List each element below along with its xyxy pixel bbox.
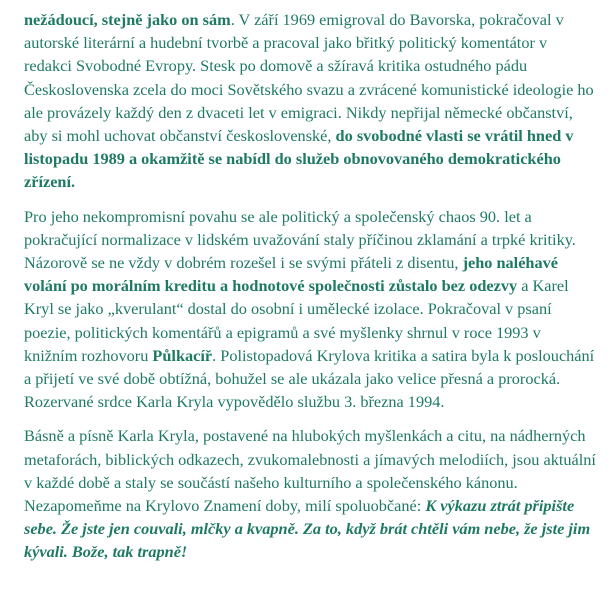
bold-phrase: do svobodné vlasti se vrátil hned v listopadu 1989 a okamžitě se nabídl do služeb obnovovaného demokratického zřízení.: [24, 126, 574, 192]
quote-lyrics: K výkazu ztrát připište sebe. Že jste jen couvali, mlčky a kvapně. Za to, když brát chtěli vám nebe, že jste jim kývali. Bože, tak trapně!: [24, 496, 591, 562]
paragraph-legacy: [24, 424, 598, 563]
paragraph-text: . Polistopadová Krylova kritika a satira byla k poslouchání a přijetí ve své době obtížná, bohužel se ale ukázala jako velice přesná a prorocká. Rozervané srdce Karla Kryla vypovědělo službu 3. března 1994.: [24, 345, 595, 412]
bold-phrase: jeho naléhavé volání po morálním kreditu a hodnotové společnosti zůstalo bez odezvy: [24, 253, 558, 296]
paragraph-text: a Karel Kryl se jako „kverulant“ dostal do osobní i umělecké izolace. Pokračoval v psaní poezie, politických komentářů a epigramů a své myšlenky shrnul v roce 1993 v knižním rozhovoru: [24, 276, 569, 365]
paragraph-after-1989: [24, 205, 598, 414]
bold-phrase: nežádoucí, stejně jako on sám: [24, 10, 231, 29]
paragraph-text: Pro jeho nekompromisní povahu se ale politický a společenský chaos 90. let a pokračující normalizace v lidském uvažování staly příčinou zklamání a trpké kritiky. Názorově se ne vždy v dobrém rozešel i se svými přáteli z disentu,: [24, 206, 576, 273]
paragraph-text: Básně a písně Karla Kryla, postavené na hlubokých myšlenkách a citu, na nádherných metaforách, biblických odkazech, zvukomalebnosti a jímavých melodiích, jsou aktuální v každé době a staly se součástí našeho kulturního a společenského kánonu. Nezapomeňme na Krylovo Znamení doby, milí spoluobčané:: [24, 426, 596, 516]
book-title: Půlkacíř: [152, 345, 213, 365]
article-body: [24, 8, 598, 575]
paragraph-text: . V září 1969 emigroval do Bavorska, pokračoval v autorské literární a hudební tvorbě a pracoval jako břitký politický komentátor v redakci Svobodné Evropy. Stesk po domově a sžíravá kritika ostudného pádu Československa zcela do moci Sovětského svazu a zvrácené komunistické ideologie ho ale provázely každý den z dvaceti let v emigraci. Nikdy nepřijal německé občanství, aby si mohl uchovat občanství československé,: [24, 10, 594, 146]
paragraph-emigration: [24, 8, 598, 194]
